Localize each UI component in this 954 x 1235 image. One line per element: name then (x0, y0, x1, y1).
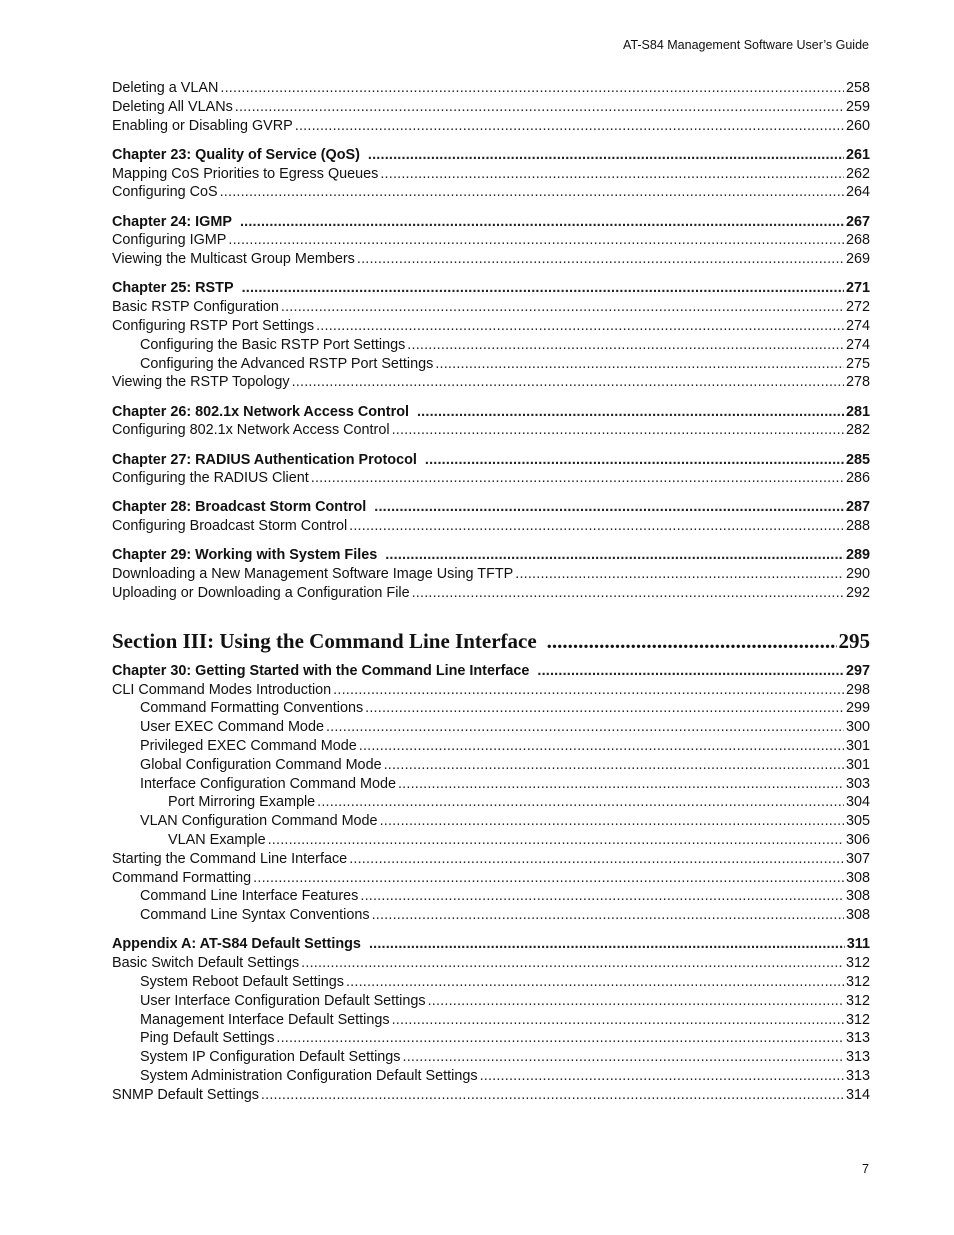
toc-entry-page: 260 (845, 117, 870, 134)
toc-entry[interactable] (112, 906, 870, 925)
toc-entry-title: Configuring Broadcast Storm Control (112, 518, 348, 535)
dot-leader (333, 681, 844, 700)
toc-entry-title: System IP Configuration Default Settings (140, 1049, 401, 1066)
toc-entry-title: Deleting a VLAN (112, 80, 219, 96)
dot-leader (292, 373, 844, 392)
toc-entry[interactable] (112, 250, 870, 269)
toc-entry-page: 303 (845, 775, 870, 792)
toc-entry-title: Starting the Command Line Interface (112, 850, 348, 867)
chapter-heading[interactable] (112, 403, 870, 422)
toc-entry-title: User Interface Configuration Default Settings (140, 992, 426, 1009)
toc-entry-title: VLAN Configuration Command Mode (140, 813, 378, 830)
toc-entry[interactable] (112, 954, 870, 973)
dot-leader (385, 546, 844, 565)
toc-entry-page: 278 (845, 374, 870, 391)
toc-entry-page: 288 (845, 518, 870, 535)
toc-entry-title: Command Formatting (112, 869, 252, 886)
toc-entry[interactable] (112, 1086, 870, 1105)
dot-leader (346, 973, 844, 992)
chapter-heading-page: 311 (846, 936, 870, 953)
toc-entry-title: Basic RSTP Configuration (112, 299, 279, 316)
chapter-heading-title: Chapter 23: Quality of Service (QoS) (112, 146, 360, 163)
toc-entry-title: Global Configuration Command Mode (140, 756, 382, 773)
toc-entry-title: System Administration Configuration Default Settings (140, 1067, 478, 1084)
chapter-heading[interactable] (112, 146, 870, 165)
toc-entry-page: 308 (845, 907, 870, 924)
dot-leader (349, 850, 844, 869)
toc-entry[interactable] (112, 756, 870, 775)
chapter-heading-page: 297 (845, 662, 870, 679)
dot-leader (480, 1067, 844, 1086)
dot-leader (435, 355, 844, 374)
dot-leader (281, 298, 844, 317)
table-of-contents (112, 79, 870, 1105)
toc-entry-page: 306 (845, 832, 870, 849)
section-title: Section III: Using the Command Line Interface (112, 628, 537, 653)
dot-leader (547, 626, 837, 656)
chapter-heading-title: Chapter 24: IGMP (112, 213, 232, 230)
chapter-heading[interactable] (112, 498, 870, 517)
dot-leader (392, 1011, 844, 1030)
toc-entry[interactable] (112, 793, 870, 812)
dot-leader (261, 1086, 844, 1105)
toc-entry-page: 308 (845, 869, 870, 886)
toc-entry[interactable] (112, 869, 870, 888)
toc-entry[interactable] (112, 373, 870, 392)
toc-entry-page: 307 (845, 850, 870, 867)
dot-leader (372, 906, 844, 925)
toc-entry[interactable] (112, 737, 870, 756)
chapter-heading-page: 287 (845, 499, 870, 516)
toc-entry[interactable] (112, 831, 870, 850)
toc-entry-title: System Reboot Default Settings (140, 974, 344, 990)
toc-entry-page: 313 (845, 1030, 870, 1047)
toc-entry-title: Configuring IGMP (112, 232, 227, 249)
dot-leader (316, 317, 844, 336)
toc-entry-page: 304 (845, 794, 870, 811)
toc-entry[interactable] (112, 517, 870, 536)
toc-entry-page: 258 (845, 80, 870, 96)
toc-entry-page: 264 (845, 184, 870, 201)
toc-entry-title: Deleting All VLANs (112, 98, 233, 115)
toc-entry-title: Configuring CoS (112, 184, 218, 201)
toc-entry-page: 286 (845, 470, 870, 487)
toc-entry[interactable] (112, 231, 870, 250)
dot-leader (392, 421, 844, 440)
toc-entry-title: Configuring the Advanced RSTP Port Settings (140, 355, 434, 372)
chapter-heading[interactable] (112, 546, 870, 565)
dot-leader (369, 935, 845, 954)
chapter-heading[interactable] (112, 662, 870, 681)
toc-entry-page: 313 (845, 1049, 870, 1066)
toc-entry-title: Enabling or Disabling GVRP (112, 117, 293, 134)
dot-leader (398, 775, 844, 794)
toc-entry-title: Port Mirroring Example (168, 794, 316, 811)
toc-entry-title: Configuring RSTP Port Settings (112, 317, 315, 334)
dot-leader (368, 146, 844, 165)
dot-leader (407, 336, 844, 355)
toc-entry-title: Interface Configuration Command Mode (140, 775, 396, 792)
toc-entry-title: Command Formatting Conventions (140, 700, 364, 717)
dot-leader (228, 231, 844, 250)
toc-entry-title: Configuring 802.1x Network Access Control (112, 422, 390, 439)
toc-entry-page: 300 (845, 719, 870, 736)
dot-leader (317, 793, 844, 812)
dot-leader (417, 403, 844, 422)
toc-entry-title: Privileged EXEC Command Mode (140, 738, 357, 755)
toc-entry-title: Ping Default Settings (140, 1030, 275, 1047)
dot-leader (326, 718, 844, 737)
toc-entry[interactable] (112, 681, 870, 700)
toc-entry[interactable] (112, 973, 870, 992)
dot-leader (365, 699, 844, 718)
dot-leader (425, 451, 844, 470)
toc-entry-title: CLI Command Modes Introduction (112, 681, 332, 698)
dot-leader (349, 517, 844, 536)
dot-leader (276, 1029, 844, 1048)
toc-entry-page: 308 (845, 888, 870, 905)
toc-entry-page: 312 (845, 1011, 870, 1028)
toc-entry[interactable] (112, 887, 870, 906)
chapter-heading-title: Chapter 26: 802.1x Network Access Control (112, 403, 409, 420)
toc-entry[interactable] (112, 718, 870, 737)
toc-entry[interactable] (112, 355, 870, 374)
chapter-heading-title: Chapter 30: Getting Started with the Command Line Interface (112, 662, 530, 679)
toc-entry[interactable] (112, 1067, 870, 1086)
toc-entry-page: 301 (845, 738, 870, 755)
dot-leader (428, 992, 844, 1011)
dot-leader (220, 79, 844, 98)
toc-entry-page: 313 (845, 1067, 870, 1084)
toc-entry[interactable] (112, 336, 870, 355)
chapter-heading[interactable] (112, 935, 870, 954)
toc-entry[interactable] (112, 1048, 870, 1067)
chapter-heading[interactable] (112, 451, 870, 470)
toc-entry[interactable] (112, 850, 870, 869)
toc-entry[interactable] (112, 165, 870, 184)
toc-entry-title: Viewing the Multicast Group Members (112, 251, 355, 268)
toc-entry-title: Command Line Syntax Conventions (140, 907, 370, 924)
toc-entry-page: 272 (845, 299, 870, 316)
dot-leader (357, 250, 844, 269)
dot-leader (235, 98, 844, 117)
toc-entry-title: Management Interface Default Settings (140, 1011, 390, 1028)
toc-entry-title: Mapping CoS Priorities to Egress Queues (112, 165, 379, 182)
toc-entry-page: 290 (845, 566, 870, 583)
section-page: 295 (838, 628, 870, 653)
chapter-heading-page: 267 (845, 213, 870, 230)
toc-entry-page: 299 (845, 700, 870, 717)
toc-entry-title: Downloading a New Management Software Image Using TFTP (112, 566, 514, 583)
dot-leader (403, 1048, 844, 1067)
dot-leader (359, 737, 844, 756)
toc-entry[interactable] (112, 775, 870, 794)
toc-entry[interactable] (112, 992, 870, 1011)
chapter-heading-page: 281 (845, 403, 870, 420)
dot-leader (374, 498, 844, 517)
toc-entry-title: Viewing the RSTP Topology (112, 374, 290, 391)
toc-entry-page: 312 (845, 974, 870, 990)
toc-entry-title: Uploading or Downloading a Configuration File (112, 585, 410, 602)
toc-entry[interactable] (112, 1011, 870, 1030)
chapter-heading-title: Appendix A: AT-S84 Default Settings (112, 936, 361, 953)
chapter-heading-page: 289 (845, 547, 870, 564)
toc-entry-page: 262 (845, 165, 870, 182)
chapter-heading-title: Chapter 29: Working with System Files (112, 547, 378, 564)
dot-leader (380, 165, 844, 184)
toc-entry[interactable] (112, 565, 870, 584)
dot-leader (537, 662, 844, 681)
dot-leader (268, 831, 844, 850)
dot-leader (515, 565, 844, 584)
toc-entry-title: Basic Switch Default Settings (112, 955, 300, 972)
toc-entry-page: 301 (845, 756, 870, 773)
dot-leader (242, 279, 844, 298)
dot-leader (301, 954, 844, 973)
toc-entry-page: 268 (845, 232, 870, 249)
toc-entry-page: 259 (845, 98, 870, 115)
toc-entry[interactable] (112, 812, 870, 831)
toc-entry[interactable] (112, 421, 870, 440)
toc-entry-page: 282 (845, 422, 870, 439)
toc-entry[interactable] (112, 298, 870, 317)
chapter-heading-title: Chapter 28: Broadcast Storm Control (112, 499, 367, 516)
toc-entry[interactable] (112, 183, 870, 202)
chapter-heading[interactable] (112, 213, 870, 232)
toc-entry-page: 298 (845, 681, 870, 698)
dot-leader (311, 469, 844, 488)
toc-entry[interactable] (112, 699, 870, 718)
toc-entry-title: User EXEC Command Mode (140, 719, 324, 736)
toc-entry-page: 305 (845, 813, 870, 830)
toc-entry-page: 274 (845, 336, 870, 353)
toc-entry[interactable] (112, 79, 870, 98)
chapter-heading-title: Chapter 27: RADIUS Authentication Protocol (112, 451, 417, 468)
dot-leader (360, 887, 844, 906)
chapter-heading-page: 271 (845, 280, 870, 297)
toc-entry-page: 312 (845, 992, 870, 1009)
dot-leader (295, 117, 844, 136)
chapter-heading-page: 261 (845, 146, 870, 163)
page-number: 7 (862, 1162, 869, 1176)
toc-entry-title: SNMP Default Settings (112, 1086, 259, 1103)
toc-entry-page: 274 (845, 317, 870, 334)
toc-entry-title: Configuring the RADIUS Client (112, 470, 309, 487)
dot-leader (412, 584, 844, 603)
running-header: AT-S84 Management Software User’s Guide (623, 38, 869, 52)
dot-leader (384, 756, 844, 775)
toc-entry-title: Configuring the Basic RSTP Port Settings (140, 336, 406, 353)
section-heading[interactable] (112, 626, 870, 656)
toc-entry-page: 314 (845, 1086, 870, 1103)
toc-entry[interactable] (112, 317, 870, 336)
dot-leader (240, 213, 844, 232)
toc-entry-page: 275 (845, 355, 870, 372)
toc-entry-page: 312 (845, 955, 870, 972)
dot-leader (380, 812, 844, 831)
toc-entry[interactable] (112, 584, 870, 603)
toc-entry-title: Command Line Interface Features (140, 888, 359, 905)
toc-entry-title: VLAN Example (168, 832, 266, 849)
toc-entry[interactable] (112, 469, 870, 488)
toc-entry-page: 269 (845, 251, 870, 268)
toc-entry[interactable] (112, 1029, 870, 1048)
dot-leader (253, 869, 844, 888)
chapter-heading[interactable] (112, 279, 870, 298)
toc-entry[interactable] (112, 98, 870, 117)
toc-entry-page: 292 (845, 585, 870, 602)
dot-leader (220, 183, 844, 202)
toc-entry[interactable] (112, 117, 870, 136)
chapter-heading-title: Chapter 25: RSTP (112, 280, 234, 297)
chapter-heading-page: 285 (845, 451, 870, 468)
